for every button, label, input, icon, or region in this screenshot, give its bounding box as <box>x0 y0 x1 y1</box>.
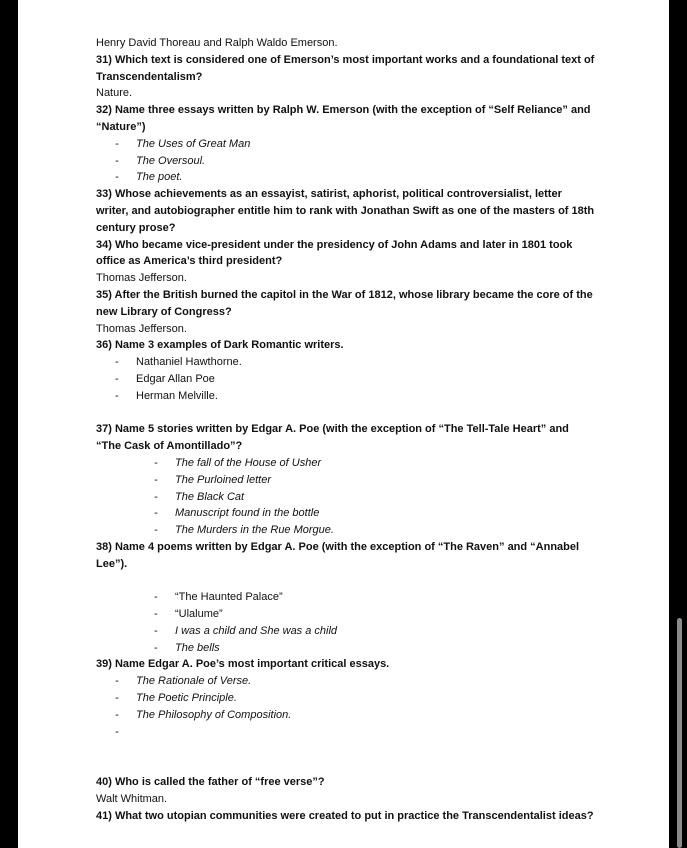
question-33: 33) Whose achievements as an essayist, satirist, aphorist, political controversialist, letter writer, and autobiographer entitle him to rank with Jonathan Swift as one of the masters of 18th century prose? <box>96 188 595 234</box>
list-item: - The Murders in the Rue Morgue. <box>154 524 334 537</box>
answer-39-list <box>96 673 596 740</box>
list-item: - The Purloined letter <box>154 473 271 486</box>
list-item: - <box>115 725 119 738</box>
answer-36-list <box>96 354 596 404</box>
question-34: 34) Who became vice-president under the presidency of John Adams and later in 1801 took office as America’s third president? <box>96 238 573 268</box>
list-item: - I was a child and She was a child <box>154 624 338 637</box>
question-40: 40) Who is called the father of “free verse”? <box>96 776 325 789</box>
answer-32-list <box>96 136 596 186</box>
question-41: 41) What two utopian communities were created to put in practice the Transcendentalist ideas? <box>96 809 594 822</box>
list-item: - The Philosophy of Composition. <box>115 708 292 721</box>
question-32: 32) Name three essays written by Ralph W. Emerson (with the exception of “Self Reliance” and “Nature”) <box>96 104 591 133</box>
question-37: 37) Name 5 stories written by Edgar A. Poe (with the exception of “The Tell-Tale Heart” and “The Cask of Amontillado”? <box>96 423 569 453</box>
list-item: - The poet. <box>115 171 183 184</box>
question-38: 38) Name 4 poems written by Edgar A. Poe (with the exception of “The Raven” and “Annabel Lee”). <box>96 540 580 570</box>
blank-line <box>96 740 596 757</box>
list-item: - Nathaniel Hawthorne. <box>115 356 242 369</box>
answer-34: Thomas Jefferson. <box>96 272 187 285</box>
blank-line <box>96 757 596 774</box>
answer-37-list <box>96 455 596 539</box>
answer-40: Walt Whitman. <box>96 792 168 805</box>
answer-35: Thomas Jefferson. <box>96 322 187 335</box>
question-31: 31) Which text is considered one of Emerson’s most important works and a foundational text of Transcendentalism? <box>96 53 595 83</box>
list-item: - Edgar Allan Poe <box>115 372 215 385</box>
document-content <box>96 35 596 824</box>
blank-line <box>96 405 596 422</box>
blank-line <box>96 573 596 590</box>
list-item: - “The Haunted Palace” <box>154 591 283 604</box>
list-item: - “Ulalume” <box>154 608 223 621</box>
list-item: - Manuscript found in the bottle <box>154 507 320 520</box>
answer-31: Nature. <box>96 87 133 100</box>
list-item: - The fall of the House of Usher <box>154 456 322 469</box>
question-35: 35) After the British burned the capitol in the War of 1812, whose library became the core of the new Library of Congress? <box>96 288 593 318</box>
answer-38-list <box>96 589 596 656</box>
list-item: - The Oversoul. <box>115 154 206 167</box>
list-item: - The bells <box>154 641 220 654</box>
scrollbar-thumb[interactable] <box>677 618 682 848</box>
list-item: - The Uses of Great Man <box>115 137 251 150</box>
document-page <box>18 0 669 848</box>
list-item: - Herman Melville. <box>115 389 218 402</box>
question-39: 39) Name Edgar A. Poe’s most important critical essays. <box>96 658 390 671</box>
list-item: - The Black Cat <box>154 490 245 503</box>
question-36: 36) Name 3 examples of Dark Romantic writers. <box>96 339 344 352</box>
list-item: - The Poetic Principle. <box>115 692 237 705</box>
list-item: - The Rationale of Verse. <box>115 675 252 688</box>
answer-30: Henry David Thoreau and Ralph Waldo Emerson. <box>96 37 338 49</box>
